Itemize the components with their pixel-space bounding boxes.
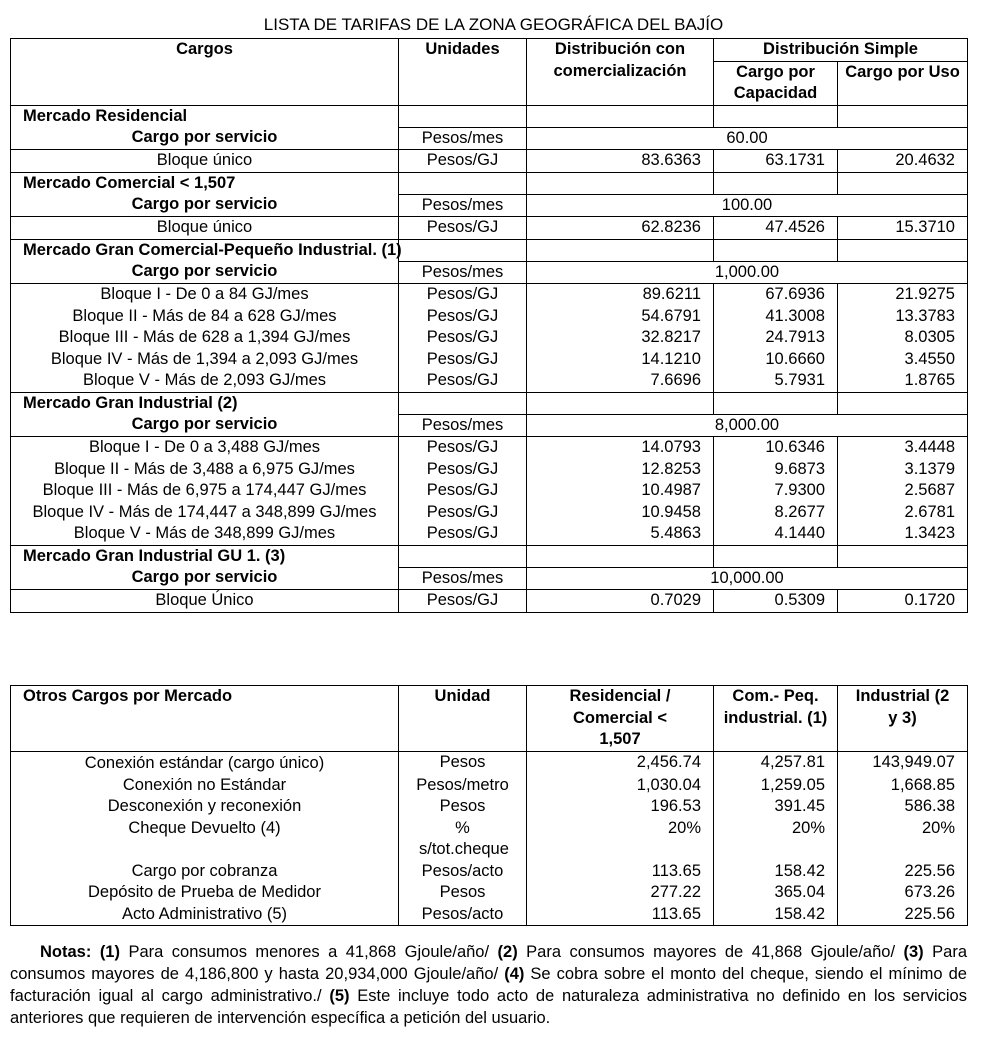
note-marker: (5) xyxy=(329,987,350,1005)
note-text: Para consumos mayores de 41,868 Gjoule/año/ xyxy=(517,943,904,961)
block-cap-value: 63.1731 xyxy=(714,150,838,173)
table-row xyxy=(11,861,968,883)
tariff-header-row-1 xyxy=(11,39,968,62)
block-uso-value: 3.4550 xyxy=(838,349,968,371)
note-text: Para consumos menores a 41,868 Gjoule/año/ xyxy=(119,943,498,961)
service-label: Cargo por servicio xyxy=(11,414,399,437)
block-label: Bloque IV - Más de 174,447 a 348,899 GJ/mes xyxy=(11,502,399,524)
block-cap-value: 47.4526 xyxy=(714,217,838,240)
notes-label: Notas: xyxy=(40,943,92,961)
section-name: Mercado Residencial xyxy=(11,105,399,127)
block-unit: Pesos/GJ xyxy=(399,370,527,392)
block-uso-value: 20.4632 xyxy=(838,150,968,173)
table-row xyxy=(11,590,968,613)
block-uso-value: 3.4448 xyxy=(838,437,968,459)
charge-unit: Pesos/acto xyxy=(399,904,527,926)
table-row xyxy=(11,882,968,904)
empty-cell xyxy=(399,172,527,194)
block-unit: Pesos/GJ xyxy=(399,590,527,613)
note-marker: (1) xyxy=(99,943,120,961)
block-label: Bloque único xyxy=(11,217,399,240)
block-unit: Pesos/GJ xyxy=(399,502,527,524)
empty-cell xyxy=(838,392,968,414)
block-uso-value: 3.1379 xyxy=(838,459,968,481)
header-unidades: Unidades xyxy=(399,39,527,106)
empty-cell xyxy=(838,545,968,567)
header-cargos: Cargos xyxy=(11,39,399,106)
table-row xyxy=(11,327,968,349)
block-unit: Pesos/GJ xyxy=(399,327,527,349)
charge-res-value: 20% xyxy=(527,818,714,861)
charge-label: Conexión estándar (cargo único) xyxy=(11,752,399,775)
section-name: Mercado Gran Comercial-Pequeño Industrial. (1) xyxy=(11,239,399,261)
notes xyxy=(10,941,967,1029)
header-industrial: Industrial (2 y 3) xyxy=(838,686,968,752)
block-uso-value: 2.6781 xyxy=(838,502,968,524)
table-row xyxy=(11,775,968,797)
block-label: Bloque V - Más de 348,899 GJ/mes xyxy=(11,523,399,545)
table-row xyxy=(11,752,968,775)
service-label: Cargo por servicio xyxy=(11,194,399,217)
table-row xyxy=(11,284,968,306)
note-text: Para consumos mayores de 4,186,800 y hasta 20,934,000 Gjoule/año/ xyxy=(10,943,967,983)
service-unit: Pesos/mes xyxy=(399,194,527,217)
block-com-value: 12.8253 xyxy=(527,459,714,481)
table-row xyxy=(11,459,968,481)
empty-cell xyxy=(714,545,838,567)
empty-cell xyxy=(714,392,838,414)
block-label: Bloque II - Más de 84 a 628 GJ/mes xyxy=(11,306,399,328)
service-unit: Pesos/mes xyxy=(399,567,527,590)
service-value: 10,000.00 xyxy=(527,567,968,590)
table-row xyxy=(11,796,968,818)
table-row xyxy=(11,349,968,371)
block-unit: Pesos/GJ xyxy=(399,217,527,240)
note-marker: (2) xyxy=(497,943,518,961)
charge-cpi-value: 158.42 xyxy=(714,861,838,883)
block-cap-value: 41.3008 xyxy=(714,306,838,328)
section-header-row xyxy=(11,105,968,127)
charge-unit: % s/tot.cheque xyxy=(399,818,527,861)
table-row xyxy=(11,502,968,524)
charge-ind-value: 143,949.07 xyxy=(838,752,968,775)
block-cap-value: 4.1440 xyxy=(714,523,838,545)
block-cap-value: 10.6660 xyxy=(714,349,838,371)
empty-cell xyxy=(714,105,838,127)
empty-cell xyxy=(527,545,714,567)
block-uso-value: 8.0305 xyxy=(838,327,968,349)
block-label: Bloque Único xyxy=(11,590,399,613)
charge-ind-value: 1,668.85 xyxy=(838,775,968,797)
empty-cell xyxy=(527,392,714,414)
header-otros: Otros Cargos por Mercado xyxy=(11,686,399,752)
page-title: LISTA DE TARIFAS DE LA ZONA GEOGRÁFICA DEL BAJÍO xyxy=(263,15,724,34)
header-dist-simple: Distribución Simple xyxy=(714,39,968,62)
note-marker: (3) xyxy=(903,943,924,961)
charge-res-value: 113.65 xyxy=(527,904,714,926)
service-label: Cargo por servicio xyxy=(11,261,399,284)
charge-res-value: 113.65 xyxy=(527,861,714,883)
table-row xyxy=(11,818,968,861)
block-label: Bloque III - Más de 6,975 a 174,447 GJ/mes xyxy=(11,480,399,502)
block-com-value: 10.9458 xyxy=(527,502,714,524)
charge-ind-value: 673.26 xyxy=(838,882,968,904)
charge-res-value: 2,456.74 xyxy=(527,752,714,775)
charge-cpi-value: 158.42 xyxy=(714,904,838,926)
block-label: Bloque II - Más de 3,488 a 6,975 GJ/mes xyxy=(11,459,399,481)
table-row xyxy=(11,306,968,328)
service-charge-row xyxy=(11,194,968,217)
table-row xyxy=(11,150,968,173)
charge-res-value: 1,030.04 xyxy=(527,775,714,797)
block-unit: Pesos/GJ xyxy=(399,459,527,481)
empty-cell xyxy=(399,105,527,127)
block-com-value: 7.6696 xyxy=(527,370,714,392)
block-uso-value: 1.3423 xyxy=(838,523,968,545)
block-unit: Pesos/GJ xyxy=(399,437,527,459)
empty-cell xyxy=(527,239,714,261)
service-charge-row xyxy=(11,127,968,150)
charge-ind-value: 225.56 xyxy=(838,904,968,926)
block-cap-value: 24.7913 xyxy=(714,327,838,349)
charge-ind-value: 586.38 xyxy=(838,796,968,818)
block-unit: Pesos/GJ xyxy=(399,349,527,371)
section-name: Mercado Gran Industrial (2) xyxy=(11,392,399,414)
note-marker: (4) xyxy=(504,965,525,983)
block-cap-value: 0.5309 xyxy=(714,590,838,613)
block-label: Bloque I - De 0 a 84 GJ/mes xyxy=(11,284,399,306)
section-header-row xyxy=(11,545,968,567)
block-com-value: 89.6211 xyxy=(527,284,714,306)
block-unit: Pesos/GJ xyxy=(399,306,527,328)
service-charge-row xyxy=(11,261,968,284)
block-com-value: 83.6363 xyxy=(527,150,714,173)
service-value: 1,000.00 xyxy=(527,261,968,284)
empty-cell xyxy=(714,172,838,194)
service-value: 60.00 xyxy=(527,127,968,150)
service-unit: Pesos/mes xyxy=(399,127,527,150)
charge-unit: Pesos xyxy=(399,796,527,818)
block-label: Bloque IV - Más de 1,394 a 2,093 GJ/mes xyxy=(11,349,399,371)
charge-label: Cargo por cobranza xyxy=(11,861,399,883)
block-com-value: 54.6791 xyxy=(527,306,714,328)
tariff-table xyxy=(10,38,968,613)
charge-cpi-value: 4,257.81 xyxy=(714,752,838,775)
charge-unit: Pesos xyxy=(399,882,527,904)
charge-cpi-value: 365.04 xyxy=(714,882,838,904)
section-header-row xyxy=(11,392,968,414)
section-header-row xyxy=(11,172,968,194)
charge-unit: Pesos/metro xyxy=(399,775,527,797)
charge-unit: Pesos xyxy=(399,752,527,775)
block-com-value: 14.1210 xyxy=(527,349,714,371)
empty-cell xyxy=(838,172,968,194)
table-row xyxy=(11,370,968,392)
section-header-row xyxy=(11,239,968,261)
charge-label: Acto Administrativo (5) xyxy=(11,904,399,926)
service-label: Cargo por servicio xyxy=(11,567,399,590)
block-cap-value: 5.7931 xyxy=(714,370,838,392)
block-label: Bloque V - Más de 2,093 GJ/mes xyxy=(11,370,399,392)
charge-res-value: 196.53 xyxy=(527,796,714,818)
table-row xyxy=(11,217,968,240)
block-uso-value: 1.8765 xyxy=(838,370,968,392)
empty-cell xyxy=(838,239,968,261)
header-uso: Cargo por Uso xyxy=(838,61,968,105)
charge-cpi-value: 20% xyxy=(714,818,838,861)
block-com-value: 62.8236 xyxy=(527,217,714,240)
table-row xyxy=(11,523,968,545)
block-com-value: 14.0793 xyxy=(527,437,714,459)
block-unit: Pesos/GJ xyxy=(399,150,527,173)
header-residencial: Residencial / Comercial < 1,507 xyxy=(527,686,714,752)
block-label: Bloque I - De 0 a 3,488 GJ/mes xyxy=(11,437,399,459)
service-value: 8,000.00 xyxy=(527,414,968,437)
charge-res-value: 277.22 xyxy=(527,882,714,904)
header-com-peq: Com.- Peq. industrial. (1) xyxy=(714,686,838,752)
block-uso-value: 15.3710 xyxy=(838,217,968,240)
table-row xyxy=(11,480,968,502)
service-unit: Pesos/mes xyxy=(399,414,527,437)
header-dist-com: Distribución con comercialización xyxy=(527,39,714,106)
block-unit: Pesos/GJ xyxy=(399,480,527,502)
table-row xyxy=(11,437,968,459)
block-uso-value: 21.9275 xyxy=(838,284,968,306)
header-capacidad: Cargo por Capacidad xyxy=(714,61,838,105)
section-name: Mercado Gran Industrial GU 1. (3) xyxy=(11,545,399,567)
block-cap-value: 67.6936 xyxy=(714,284,838,306)
charge-cpi-value: 391.45 xyxy=(714,796,838,818)
empty-cell xyxy=(399,239,527,261)
service-value: 100.00 xyxy=(527,194,968,217)
service-charge-row xyxy=(11,414,968,437)
empty-cell xyxy=(527,105,714,127)
block-uso-value: 2.5687 xyxy=(838,480,968,502)
empty-cell xyxy=(399,545,527,567)
charge-label: Desconexión y reconexión xyxy=(11,796,399,818)
block-cap-value: 9.6873 xyxy=(714,459,838,481)
block-uso-value: 0.1720 xyxy=(838,590,968,613)
block-cap-value: 7.9300 xyxy=(714,480,838,502)
empty-cell xyxy=(714,239,838,261)
empty-cell xyxy=(399,392,527,414)
block-label: Bloque único xyxy=(11,150,399,173)
charge-label: Conexión no Estándar xyxy=(11,775,399,797)
note-text: Este incluye todo acto de naturaleza administrativa no definido en los servicios anteriores que requieren de intervención específica a petición del usuario. xyxy=(10,987,967,1027)
block-cap-value: 8.2677 xyxy=(714,502,838,524)
charge-ind-value: 225.56 xyxy=(838,861,968,883)
block-com-value: 0.7029 xyxy=(527,590,714,613)
block-com-value: 10.4987 xyxy=(527,480,714,502)
block-com-value: 5.4863 xyxy=(527,523,714,545)
block-uso-value: 13.3783 xyxy=(838,306,968,328)
table-row xyxy=(11,904,968,926)
block-com-value: 32.8217 xyxy=(527,327,714,349)
block-label: Bloque III - Más de 628 a 1,394 GJ/mes xyxy=(11,327,399,349)
charge-label: Cheque Devuelto (4) xyxy=(11,818,399,861)
service-charge-row xyxy=(11,567,968,590)
section-name: Mercado Comercial < 1,507 xyxy=(11,172,399,194)
charge-unit: Pesos/acto xyxy=(399,861,527,883)
note-text: Se cobra sobre el monto del cheque, siendo el mínimo de facturación igual al cargo administrativo./ xyxy=(10,965,967,1005)
block-unit: Pesos/GJ xyxy=(399,284,527,306)
block-cap-value: 10.6346 xyxy=(714,437,838,459)
other-header-row xyxy=(11,686,968,752)
empty-cell xyxy=(527,172,714,194)
service-unit: Pesos/mes xyxy=(399,261,527,284)
other-charges-table xyxy=(10,685,968,926)
empty-cell xyxy=(838,105,968,127)
header-unidad: Unidad xyxy=(399,686,527,752)
service-label: Cargo por servicio xyxy=(11,127,399,150)
charge-cpi-value: 1,259.05 xyxy=(714,775,838,797)
charge-ind-value: 20% xyxy=(838,818,968,861)
block-unit: Pesos/GJ xyxy=(399,523,527,545)
charge-label: Depósito de Prueba de Medidor xyxy=(11,882,399,904)
